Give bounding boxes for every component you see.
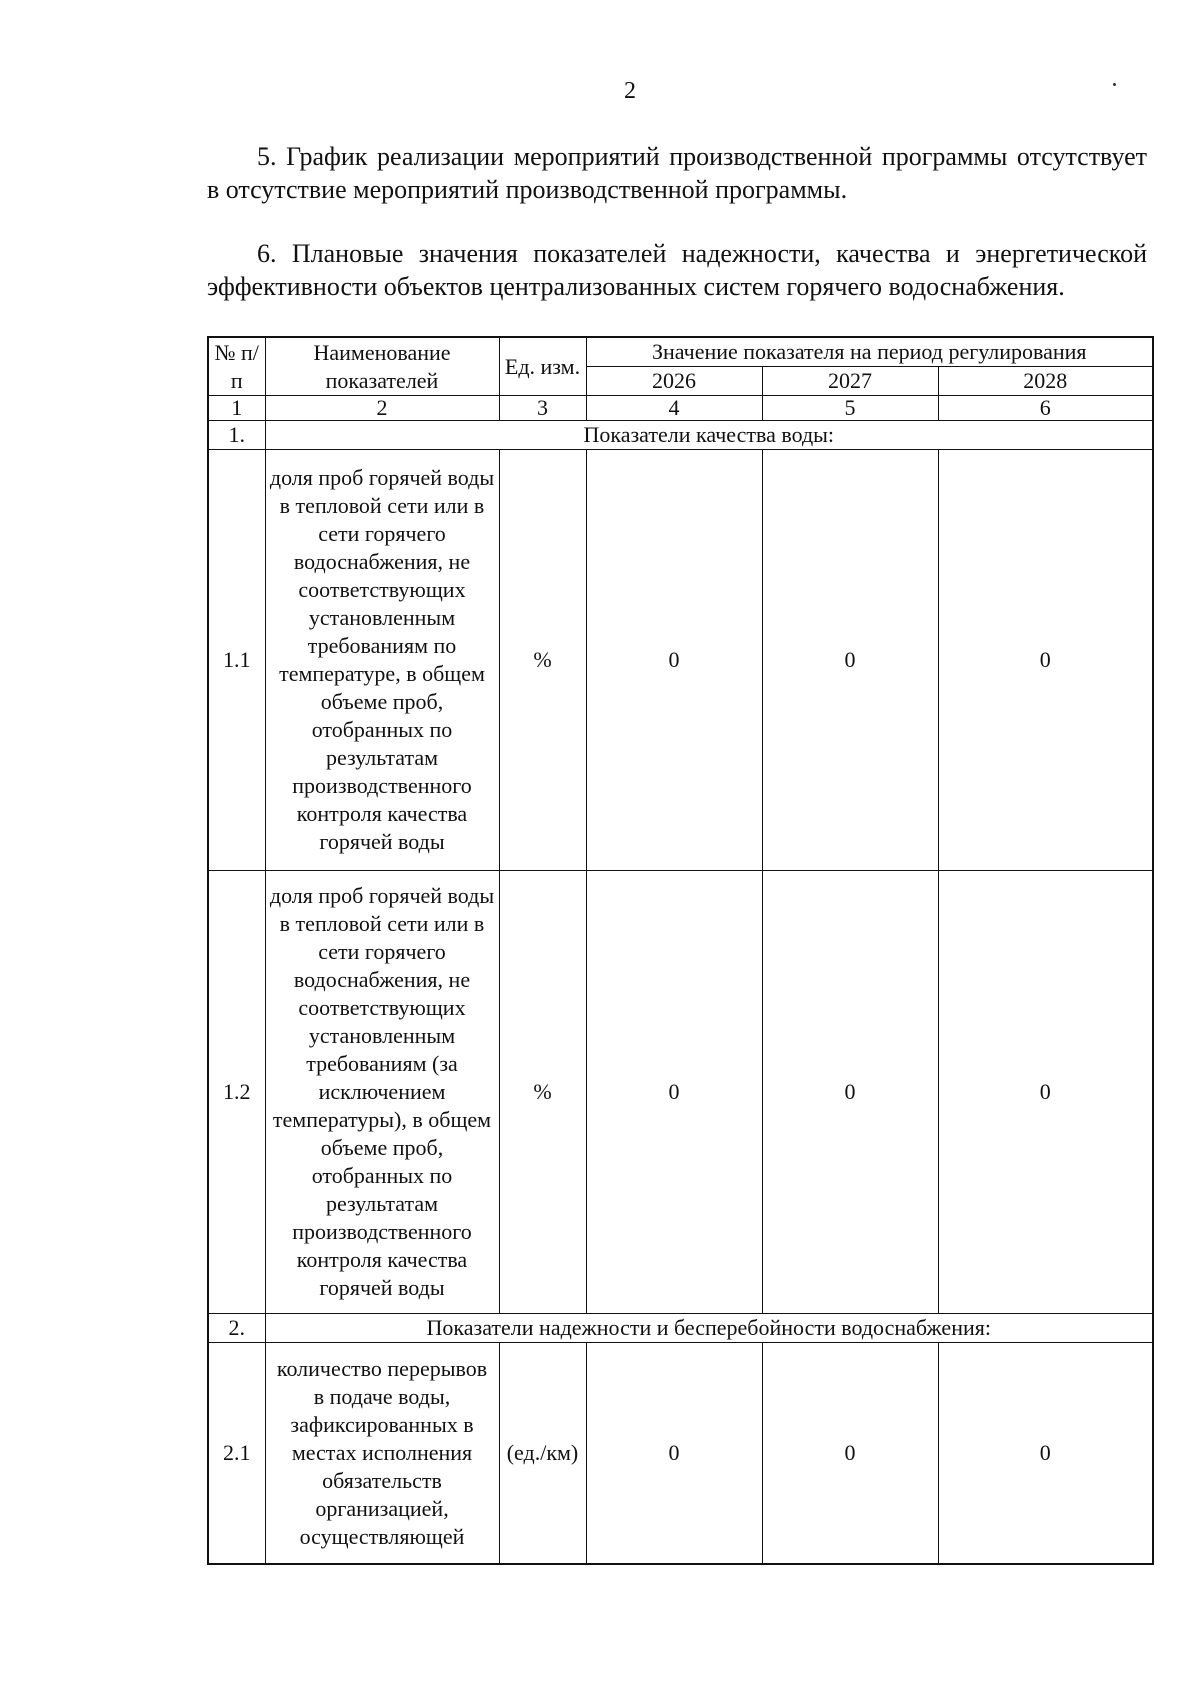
column-number: 5 [762,396,938,421]
row-unit: (ед./км) [499,1343,586,1565]
indicators-table [207,336,1154,1565]
section-row-1 [208,421,1153,450]
table-header-row [208,337,1153,367]
table-row [208,450,1153,871]
section-title: Показатели надежности и бесперебойности водоснабжения: [265,1314,1153,1343]
column-number: 2 [265,396,499,421]
row-unit: % [499,871,586,1314]
column-number: 1 [208,396,265,421]
header-year: 2026 [586,367,762,396]
row-indicator-name: доля проб горячей воды в тепловой сети или в сети горячего водоснабжения, не соответствующих установленным требованиям (за исключением температуры), в общем объеме проб, отобранных по результатам производственного контроля качества горячей воды [265,871,499,1314]
row-value: 0 [938,1343,1153,1565]
table-row [208,871,1153,1314]
row-value: 0 [762,871,938,1314]
header-year: 2027 [762,367,938,396]
paragraph-6-text: 6. Плановые значения показателей надежности, качества и энергетической эффективности объектов централизованных систем горячего водоснабжения. [207,239,1147,301]
column-number: 4 [586,396,762,421]
section-num: 2. [208,1314,265,1343]
column-number-row [208,396,1153,421]
column-number: 6 [938,396,1153,421]
row-value: 0 [938,871,1153,1314]
row-value: 0 [762,450,938,871]
row-value: 0 [586,1343,762,1565]
section-row-2 [208,1314,1153,1343]
row-value: 0 [938,450,1153,871]
header-unit: Ед. изм. [499,337,586,396]
header-name: Наименование показателей [265,337,499,396]
header-period: Значение показателя на период регулирования [586,337,1153,367]
row-num: 2.1 [208,1343,265,1565]
row-indicator-name: количество перерывов в подаче воды, зафиксированных в местах исполнения обязательств организацией, осуществляющей [265,1343,499,1565]
scan-speck [1113,83,1116,86]
row-value: 0 [762,1343,938,1565]
section-num: 1. [208,421,265,450]
paragraph-6 [207,237,1147,303]
row-unit: % [499,450,586,871]
row-indicator-name: доля проб горячей воды в тепловой сети или в сети горячего водоснабжения, не соответствующих установленным требованиям по температуре, в общем объеме проб, отобранных по результатам производственного контроля качества горячей воды [265,450,499,871]
row-value: 0 [586,871,762,1314]
row-num: 1.1 [208,450,265,871]
header-year: 2028 [938,367,1153,396]
section-title: Показатели качества воды: [265,421,1153,450]
table-row [208,1343,1153,1565]
paragraph-5-text: 5. График реализации мероприятий производственной программы отсутствует в отсутствие мероприятий производственной программы. [207,142,1147,204]
paragraph-5 [207,140,1147,206]
header-num: № п/п [208,337,265,396]
page-number: 2 [624,78,636,104]
row-value: 0 [586,450,762,871]
row-num: 1.2 [208,871,265,1314]
column-number: 3 [499,396,586,421]
